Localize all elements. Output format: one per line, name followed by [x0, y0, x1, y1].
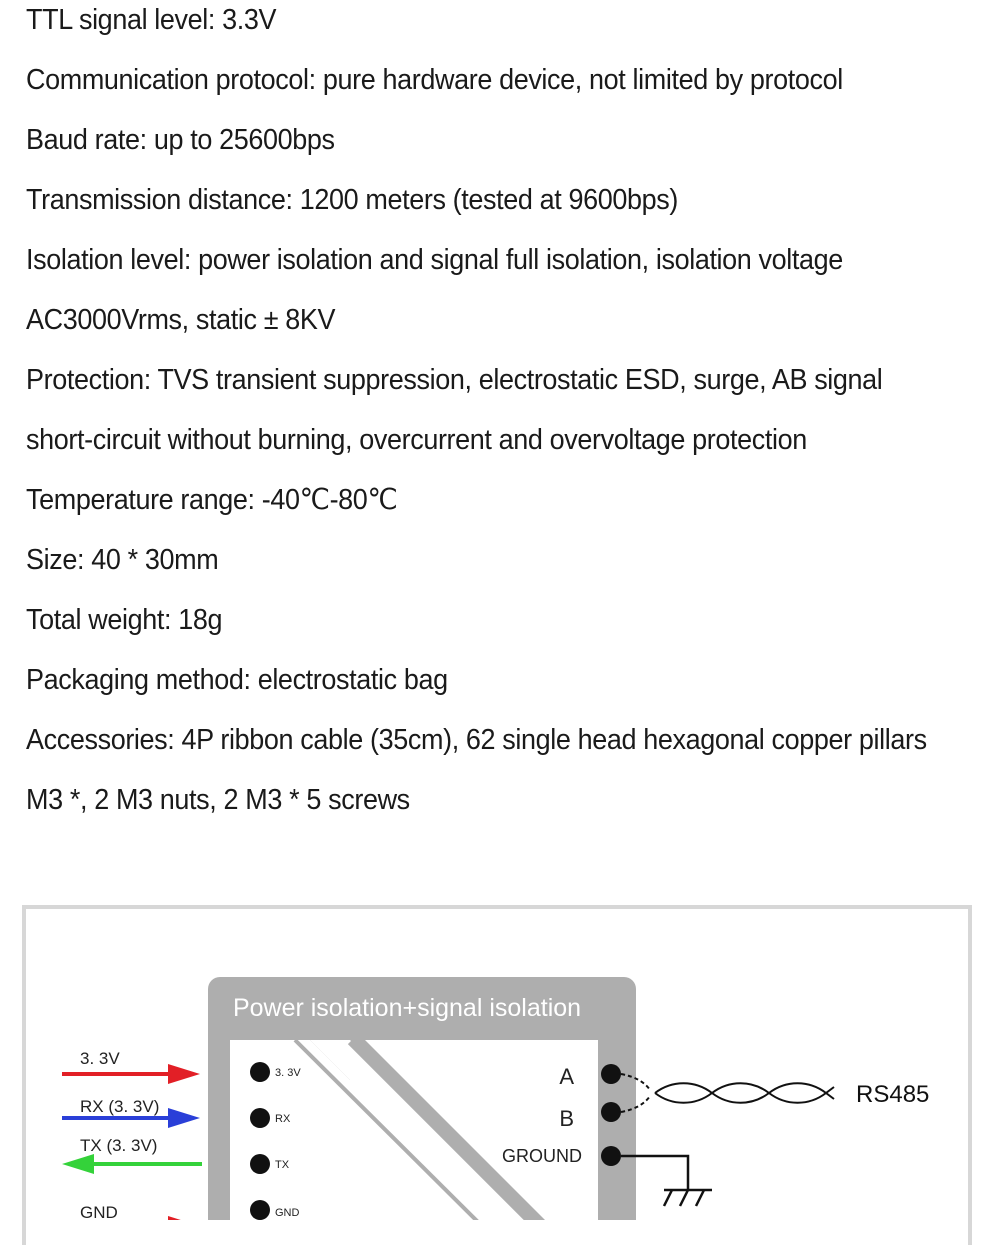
arrow-right-icon — [168, 1064, 200, 1084]
arrow-right-icon — [168, 1108, 200, 1128]
twisted-pair-cable — [621, 1074, 834, 1112]
spec-accessories-cont: M3 *, 2 M3 nuts, 2 M3 * 5 screws — [26, 784, 410, 816]
signal-gnd — [62, 1203, 200, 1220]
signal-label-3v3: 3. 3V — [80, 1049, 120, 1068]
pin-dot — [601, 1102, 621, 1122]
pin-dot — [250, 1154, 270, 1174]
arrow-right-icon — [168, 1216, 200, 1220]
pin-label-rx: RX — [275, 1113, 291, 1125]
spec-accessories: Accessories: 4P ribbon cable (35cm), 62 single head hexagonal copper pillars — [26, 724, 927, 756]
spec-weight: Total weight: 18g — [26, 604, 223, 636]
pin-label-3v3: 3. 3V — [275, 1067, 301, 1079]
spec-ttl-level: TTL signal level: 3.3V — [26, 4, 277, 36]
spec-protocol: Communication protocol: pure hardware device, not limited by protocol — [26, 64, 843, 96]
signal-label-gnd: GND — [80, 1203, 118, 1220]
spec-size: Size: 40 * 30mm — [26, 544, 219, 576]
spec-baud-rate: Baud rate: up to 25600bps — [26, 124, 335, 156]
spec-protection-cont: short-circuit without burning, overcurrent and overvoltage protection — [26, 424, 807, 456]
signal-tx — [62, 1136, 202, 1174]
signal-label-rx: RX (3. 3V) — [80, 1097, 160, 1116]
signal-rx — [62, 1097, 200, 1128]
pin-label-tx: TX — [275, 1159, 290, 1171]
pin-dot — [601, 1064, 621, 1084]
pin-dot — [250, 1062, 270, 1082]
pin-label-ground: GROUND — [502, 1146, 582, 1166]
rs485-label: RS485 — [856, 1081, 930, 1108]
arrow-left-icon — [62, 1154, 94, 1174]
spec-temperature: Temperature range: -40℃-80℃ — [26, 484, 398, 516]
spec-isolation-level: Isolation level: power isolation and signal full isolation, isolation voltage — [26, 244, 843, 276]
spec-distance: Transmission distance: 1200 meters (tested at 9600bps) — [26, 184, 679, 216]
pin-dot — [250, 1200, 270, 1220]
module-title: Power isolation+signal isolation — [232, 994, 582, 1022]
pin-label-gnd: GND — [275, 1207, 300, 1219]
pin-dot — [250, 1108, 270, 1128]
spec-isolation-voltage: AC3000Vrms, static ± 8KV — [26, 304, 336, 336]
signal-label-tx: TX (3. 3V) — [80, 1136, 158, 1155]
pin-label-a: A — [559, 1064, 574, 1089]
pin-label-b: B — [559, 1106, 574, 1131]
spec-packaging: Packaging method: electrostatic bag — [26, 664, 448, 696]
spec-protection: Protection: TVS transient suppression, electrostatic ESD, surge, AB signal — [26, 364, 883, 396]
pin-dot — [601, 1146, 621, 1166]
signal-3v3 — [62, 1049, 200, 1084]
